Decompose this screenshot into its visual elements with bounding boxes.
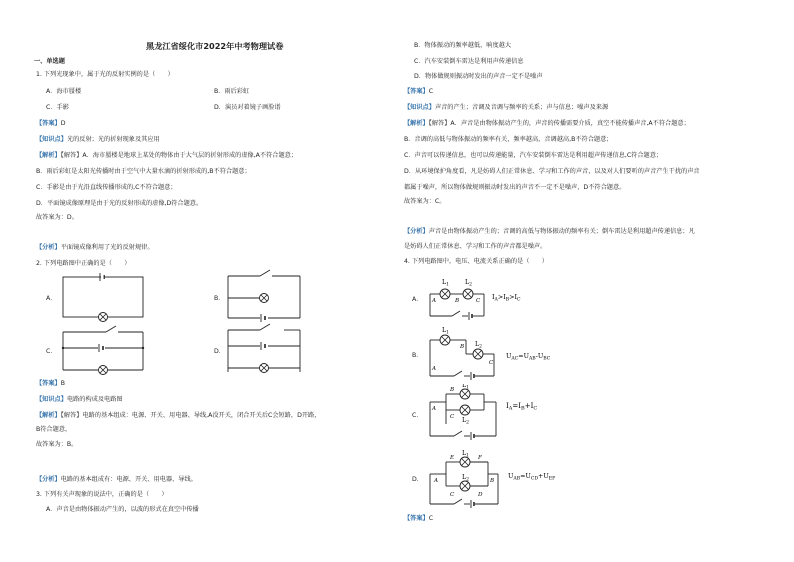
q2-circuit-c	[60, 322, 150, 377]
right-column	[402, 0, 762, 562]
analysis-tag: 【解析】	[36, 412, 61, 419]
knowledge-tag: 【知识点】	[404, 104, 435, 111]
knowledge-tag: 【知识点】	[36, 136, 67, 143]
q2-fenxi	[36, 476, 197, 484]
q4d-node-a: A	[434, 478, 439, 484]
q2-circuit-a	[60, 272, 150, 322]
q4-circuit-b	[426, 326, 596, 384]
q4a-node-b: B	[455, 298, 460, 304]
q3-knowledge	[404, 104, 608, 112]
q1-stem: 1. 下列光现象中，属于光的反射实例的是（ ）	[36, 71, 174, 78]
answer-tag: 【答案】	[404, 515, 429, 522]
q4-stem: 4. 下列电路图中，电压、电流关系正确的是（ ）	[404, 258, 548, 265]
q4d-node-d: D	[478, 492, 483, 498]
q3-stem: 3. 下列有关声现象的说法中，正确的是（ ）	[36, 491, 168, 498]
q3-option-c: C．汽车安装倒车雷达是利用声传递信息	[414, 58, 524, 65]
answer-value: B	[60, 380, 65, 387]
q1-fenxi	[36, 244, 154, 252]
q4c-node-b: B	[450, 387, 455, 393]
q4a-node-a: A	[432, 298, 437, 304]
q4d-node-e: E	[450, 455, 455, 461]
q2-analysis-3: 故答案为：B。	[36, 441, 78, 448]
q2-label-d: D．	[214, 348, 225, 355]
fenxi-value: 平面镜成像利用了光的反射规律。	[60, 244, 154, 251]
q1-analysis-2: B．雨后彩虹是太阳光传播时由于空气中大量水滴的折射形成的,B不符合题意；	[36, 168, 251, 175]
q4d-node-b: B	[490, 478, 495, 484]
q4b-equation: $U_{AC}=U_{AB}-U_{BC}$	[506, 352, 551, 362]
q4-circuit-c	[426, 384, 596, 446]
knowledge-tag: 【知识点】	[36, 396, 67, 403]
q3-fenxi-1	[404, 228, 695, 236]
answer-value: C	[428, 88, 434, 95]
q4d-equation: $U_{AB}=U_{CD}+U_{EF}$	[508, 472, 556, 482]
fenxi-value: 声音是由物体振动产生的；音调的高低与物体振动的频率有关；倒车雷达是利用超声传递信息；凡	[428, 228, 695, 235]
q1-option-d: D．演员对着镜子画脸谱	[214, 104, 281, 111]
q2-stem: 2. 下列电路图中正确的是（ ）	[36, 260, 131, 267]
knowledge-value: 声音的产生；音调及音调与频率的关系；声与信息；噪声及来源	[434, 104, 609, 111]
q4d-node-f: F	[478, 455, 482, 461]
answer-tag: 【答案】	[36, 120, 61, 127]
q3-analysis-6: 故答案为：C。	[404, 198, 446, 205]
fenxi-tag: 【分析】	[36, 244, 61, 251]
q2-analysis-1	[36, 412, 320, 420]
q1-analysis-3: C．手影是由于光沿直线传播形成的,C不符合题意；	[36, 184, 177, 191]
q3-answer	[404, 88, 433, 96]
q2-knowledge	[36, 396, 123, 404]
answer-value: D	[60, 120, 66, 127]
fenxi-tag: 【分析】	[404, 228, 429, 235]
q2-label-c: C．	[46, 348, 57, 355]
q4-circuit-d	[426, 450, 596, 512]
q4-label-a: A．	[412, 296, 423, 303]
q4c-lamp2-label: $L_2$	[462, 417, 469, 426]
q4c-node-c: C	[450, 414, 455, 420]
q4d-lamp2-label: $L_2$	[462, 474, 469, 483]
answer-tag: 【答案】	[404, 88, 429, 95]
section-heading: 一、单选题	[34, 58, 65, 65]
q4d-node-c: C	[450, 492, 455, 498]
q1-analysis-1	[36, 152, 297, 160]
q4-label-b: B．	[412, 352, 423, 359]
analysis-tag: 【解析】	[404, 120, 429, 127]
q1-option-c: C．手影	[46, 104, 69, 111]
q4a-equation: $I_A>I_B>I_C$	[492, 293, 521, 303]
q2-label-b: B．	[214, 295, 225, 302]
q1-knowledge	[36, 136, 160, 144]
q3-analysis-1	[404, 120, 690, 128]
q3-fenxi-2: 是妨碍人们正常休息、学习和工作的声音都是噪声。	[404, 243, 547, 250]
q4b-node-c: C	[489, 360, 494, 366]
left-column	[34, 0, 391, 562]
q4b-node-b: B	[460, 344, 465, 350]
document-title: 黑龙江省绥化市2022年中考物理试卷	[146, 41, 284, 51]
knowledge-value: 电路的构成及电路图	[66, 396, 123, 403]
q2-analysis-2: B符合题意，	[36, 426, 72, 433]
q4b-lamp1-label: $L_1$	[442, 327, 449, 336]
q3-option-d: D．物体做规则振动时发出的声音一定不是噪声	[414, 73, 543, 80]
q3-option-b: B．物体振动的频率越低，响度越大	[414, 42, 512, 49]
q1-answer	[36, 120, 66, 128]
q4-answer	[404, 515, 433, 523]
q1-option-a: A．海市蜃楼	[46, 88, 82, 95]
q4c-equation: $I_A=I_B+I_C$	[506, 402, 538, 412]
analysis-line: 【解答】A．海市蜃楼是地球上某处的物体由于大气层的折射形成的虚像,A不符合题意；	[60, 152, 298, 159]
q2-label-a: A．	[46, 295, 57, 302]
knowledge-value: 光的反射；光的折射现象及其应用	[66, 136, 160, 143]
analysis-tag: 【解析】	[36, 152, 61, 159]
q4d-lamp1-label: $L_1$	[462, 450, 469, 459]
answer-tag: 【答案】	[36, 380, 61, 387]
q4c-node-a: A	[432, 406, 437, 412]
q2-circuit-b	[224, 268, 304, 323]
answer-value: C	[428, 515, 434, 522]
q2-circuit-d	[224, 322, 304, 377]
q4b-lamp2-label: $L_2$	[475, 341, 482, 350]
q1-option-b: B．雨后彩虹	[214, 88, 250, 95]
q3-analysis-3: C．声音可以传递信息，也可以传递能量，汽车安装倒车雷达是利用超声传递信息,C符合题意；	[404, 152, 663, 159]
fenxi-value: 电路的基本组成有：电源、开关、用电器、导线。	[60, 476, 197, 483]
q1-analysis-4: D．平面镜成像原理是由于光的反射形成的虚像,D符合题意。	[36, 200, 203, 207]
q4-circuit-a	[426, 272, 596, 322]
analysis-line: 【解答】电路的基本组成：电源、开关、用电器、导线,A没开关，闭合开关后C会短路，D开路，	[60, 412, 321, 419]
analysis-line: 【解答】A．声音是由物体振动产生的，声音的传播需要介质，真空不能传播声音,A不符合题意；	[428, 120, 690, 127]
q4a-lamp1-label: $L_1$	[442, 279, 449, 288]
fenxi-tag: 【分析】	[36, 476, 61, 483]
q4b-node-a: A	[432, 366, 437, 372]
q3-analysis-2: B．音调的高低与物体振动的频率有关，频率越高，音调越高,B不符合题意；	[404, 136, 613, 143]
q4c-lamp1-label: $L_1$	[462, 384, 469, 391]
q4-label-d: D．	[412, 476, 423, 483]
q4a-lamp2-label: $L_2$	[465, 279, 472, 288]
q2-answer	[36, 380, 65, 388]
q4a-node-c: C	[476, 298, 481, 304]
q3-analysis-4: D．从环境保护角度看，凡是妨碍人们正常休息、学习和工作的声音，以及对人们要听的声音产生干扰的声音	[404, 168, 700, 175]
q3-analysis-5: 都属于噪声，所以物体做规则振动时发出的声音不一定不是噪声，D不符合题意。	[404, 184, 626, 191]
q4-label-c: C．	[412, 412, 423, 419]
q3-option-a: A．声音是由物体振动产生的，以波的形式在真空中传播	[46, 506, 199, 513]
q1-analysis-5: 故答案为：D。	[36, 214, 78, 221]
